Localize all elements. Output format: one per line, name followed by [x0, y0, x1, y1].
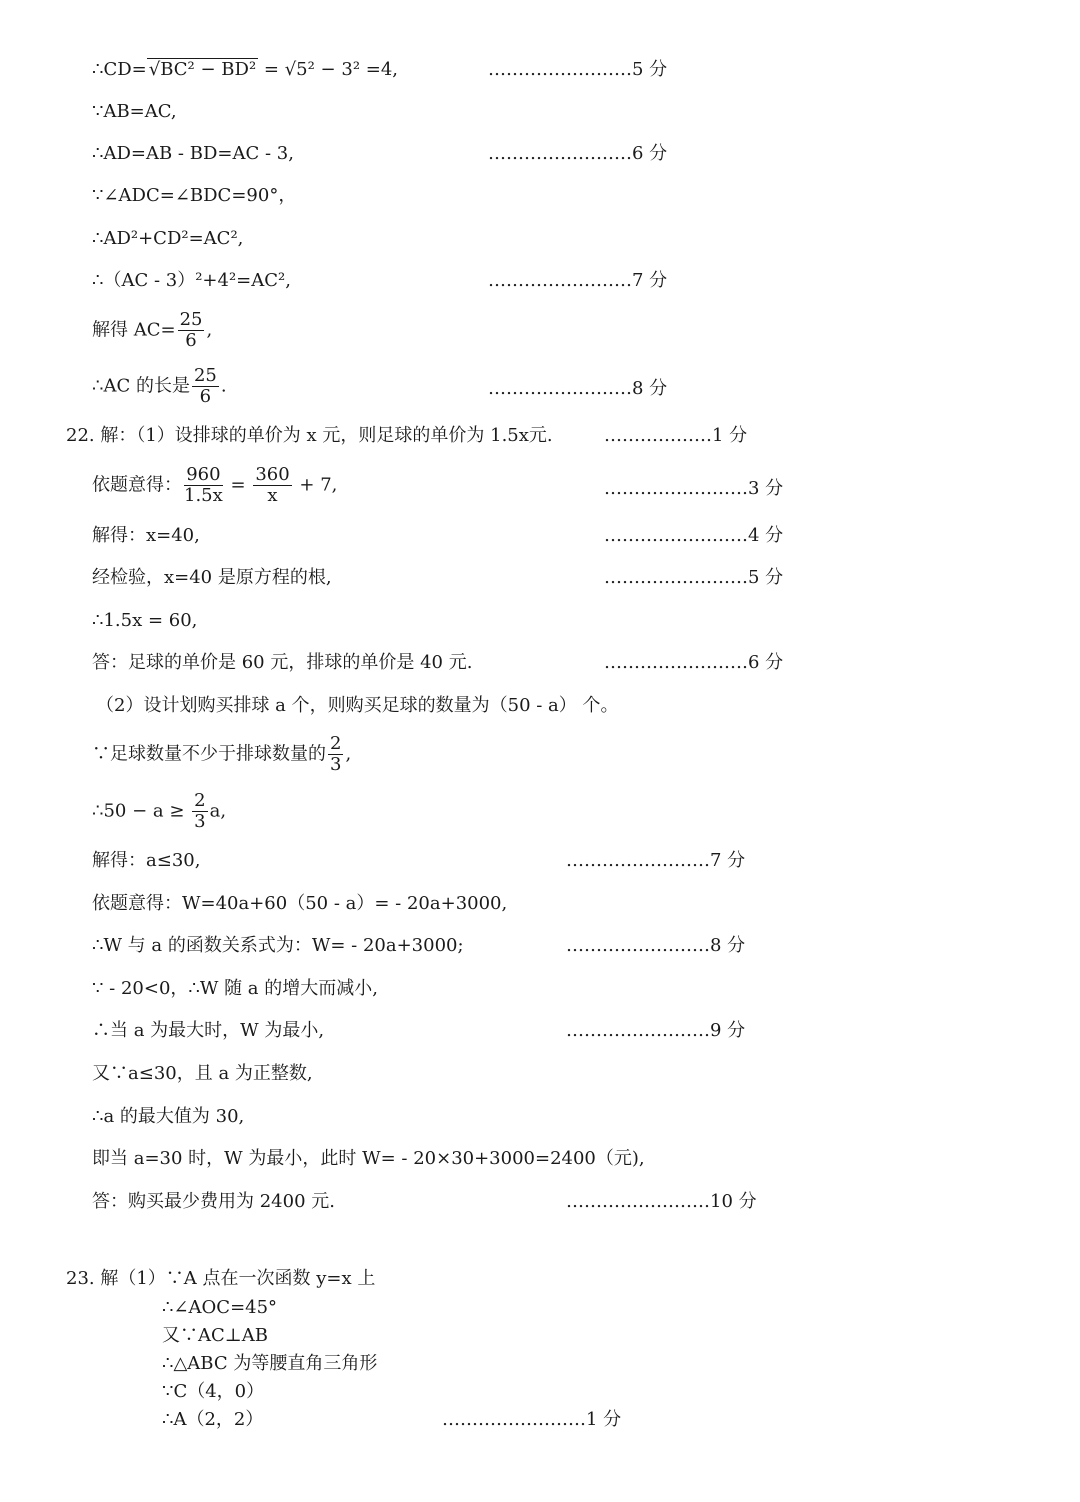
score-marker: ……………………6 分 [604, 652, 784, 673]
score-marker: ……………………8 分 [488, 378, 668, 399]
fraction [178, 310, 205, 351]
fraction [328, 734, 343, 775]
question-23-heading: 23. 解（1）∵A 点在一次函数 y=x 上 [66, 1268, 376, 1289]
step-line: 经检验，x=40 是原方程的根, [92, 567, 332, 588]
step-line: ∵ - 20<0，∴W 随 a 的增大而减小, [92, 978, 378, 999]
score-marker: ……………………8 分 [566, 935, 746, 956]
score-marker: ……………………1 分 [442, 1409, 622, 1430]
step-line: 即当 a=30 时，W 为最小，此时 W= - 20×30+3000=2400（元), [92, 1148, 645, 1169]
expr-part: ∴CD= [92, 59, 147, 80]
score-marker: ……………………7 分 [566, 850, 746, 871]
fraction-numerator: 25 [193, 365, 217, 386]
expr-part: 解得 AC= [92, 319, 176, 341]
fraction-denominator: 1.5x [184, 485, 223, 506]
fraction-denominator: 6 [185, 330, 197, 351]
score-marker: ……………………10 分 [566, 1191, 757, 1212]
expr-part: a, [209, 800, 227, 822]
step-line: ∴1.5x = 60, [92, 610, 198, 631]
score-marker: ………………1 分 [604, 425, 748, 446]
score-marker: ……………………9 分 [566, 1020, 746, 1041]
step-fraction-line [92, 791, 226, 832]
expr-part: ∴AC 的长是 [92, 375, 190, 397]
step-line: ∴AD=AB - BD=AC - 3, [92, 143, 294, 164]
score-marker: ……………………3 分 [604, 478, 784, 499]
step-line: ∴∠AOC=45° [162, 1297, 278, 1318]
score-marker: ……………………7 分 [488, 270, 668, 291]
answer-line: 答：购买最少费用为 2400 元. [92, 1191, 335, 1212]
fraction [192, 791, 207, 832]
expr-part: , [345, 743, 352, 765]
step-line: 解得：x=40, [92, 525, 200, 546]
fraction [184, 465, 223, 506]
fraction-denominator: 3 [194, 811, 206, 832]
expr-part: , [206, 319, 213, 341]
fraction-denominator: x [267, 485, 278, 506]
step-line: ∴a 的最大值为 30, [92, 1106, 245, 1127]
step-line: 又∵AC⊥AB [162, 1325, 268, 1346]
fraction-numerator: 360 [255, 464, 290, 485]
step-line: 又∵a≤30，且 a 为正整数, [92, 1063, 313, 1084]
expr-part: . [220, 375, 227, 397]
step-fraction-line [92, 734, 351, 775]
step-fraction-line [92, 366, 227, 407]
step-fraction-line [92, 310, 212, 351]
fraction-numerator: 25 [179, 309, 203, 330]
question-22-heading: 22. 解：（1）设排球的单价为 x 元，则足球的单价为 1.5x元. [66, 425, 553, 446]
step-line: 解得：a≤30, [92, 850, 201, 871]
answer-line: 答：足球的单价是 60 元，排球的单价是 40 元. [92, 652, 473, 673]
step-line: ∴A（2，2） [162, 1409, 264, 1430]
step-line: ∴AD²+CD²=AC², [92, 228, 244, 249]
score-marker: ……………………6 分 [488, 143, 668, 164]
step-line: ∵∠ADC=∠BDC=90°， [92, 185, 297, 206]
part-2-heading: （2）设计划购买排球 a 个，则购买足球的数量为（50 - a） 个。 [96, 695, 619, 716]
fraction-numerator: 2 [194, 790, 206, 811]
fraction-denominator: 6 [199, 386, 212, 407]
expr-part: ∵足球数量不少于排球数量的 [92, 743, 326, 765]
step-line: ∴W 与 a 的函数关系式为：W= - 20a+3000; [92, 935, 464, 956]
step-line: ∴△ABC 为等腰直角三角形 [162, 1353, 378, 1374]
step-line: ∵C（4，0） [162, 1381, 265, 1402]
sqrt-expr: √BC² − BD² [148, 59, 257, 80]
fraction [253, 465, 291, 506]
expr-part: = [224, 474, 252, 496]
step-line: ∴（AC - 3）²+4²=AC², [92, 270, 291, 291]
step-line: ∴当 a 为最大时，W 为最小, [92, 1020, 325, 1041]
expr-part: + 7, [293, 474, 338, 496]
fraction-numerator: 2 [330, 733, 342, 754]
score-marker: ……………………5 分 [488, 59, 668, 80]
step-cd-value [92, 58, 398, 82]
step-line: ∵AB=AC, [92, 101, 177, 122]
score-marker: ……………………4 分 [604, 525, 784, 546]
score-marker: ……………………5 分 [604, 567, 784, 588]
equation-line [92, 465, 337, 506]
expr-part: ∴50 − a ≥ [92, 800, 191, 822]
expr-part: 依题意得： [92, 474, 182, 496]
expr-part: = √5² − 3² =4, [258, 59, 399, 80]
fraction-numerator: 960 [184, 465, 223, 486]
fraction-denominator: 3 [330, 754, 342, 775]
step-line: 依题意得：W=40a+60（50 - a）= - 20a+3000, [92, 893, 508, 914]
fraction [192, 366, 219, 407]
